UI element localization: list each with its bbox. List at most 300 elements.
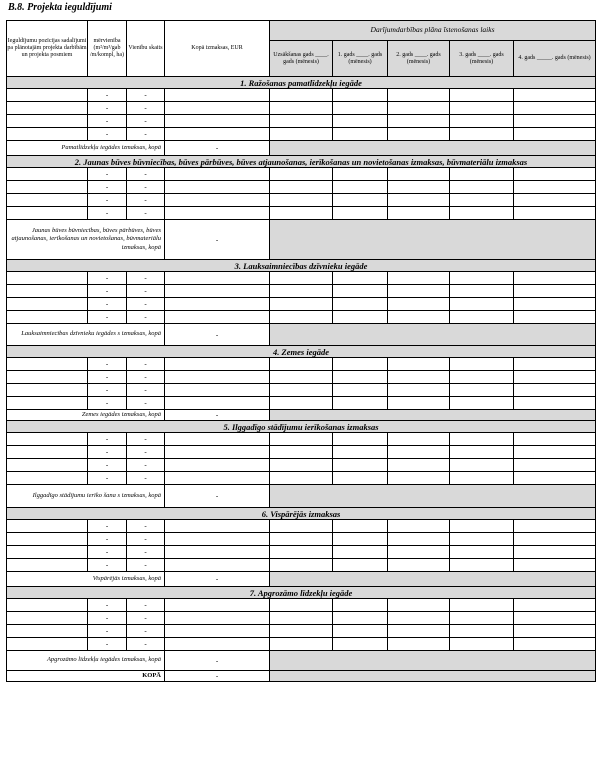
- table-cell[interactable]: [333, 459, 388, 472]
- table-cell[interactable]: [333, 181, 388, 194]
- table-row: [7, 599, 596, 612]
- table-cell[interactable]: [514, 358, 596, 371]
- table-cell[interactable]: [165, 638, 270, 651]
- table-cell[interactable]: [388, 102, 450, 115]
- table-cell[interactable]: [165, 533, 270, 546]
- table-cell[interactable]: [165, 207, 270, 220]
- table-cell: -: [88, 546, 127, 559]
- header-year-4: 4. gads _____. gads (mēnesis): [514, 41, 596, 77]
- table-cell[interactable]: [333, 599, 388, 612]
- table-cell[interactable]: [333, 612, 388, 625]
- table-cell[interactable]: [333, 371, 388, 384]
- section-total-label: Vispārējās izmaksas, kopā: [7, 572, 165, 587]
- table-cell[interactable]: [270, 459, 333, 472]
- table-cell[interactable]: [7, 599, 88, 612]
- table-cell[interactable]: [388, 397, 450, 410]
- section-total-value: -: [165, 651, 270, 671]
- table-cell[interactable]: [388, 472, 450, 485]
- table-cell[interactable]: [450, 612, 514, 625]
- table-cell[interactable]: [388, 371, 450, 384]
- table-cell[interactable]: [450, 459, 514, 472]
- table-cell[interactable]: [165, 128, 270, 141]
- table-cell[interactable]: [165, 599, 270, 612]
- table-cell: -: [88, 128, 127, 141]
- table-cell: -: [88, 358, 127, 371]
- table-cell[interactable]: [7, 128, 88, 141]
- section-total-label: Pamatlīdzekļu iegādes izmaksas, kopā: [7, 141, 165, 156]
- table-cell: -: [127, 546, 165, 559]
- table-cell[interactable]: [270, 546, 333, 559]
- table-cell[interactable]: [165, 298, 270, 311]
- table-cell[interactable]: [388, 194, 450, 207]
- table-cell[interactable]: [270, 520, 333, 533]
- table-cell[interactable]: [388, 433, 450, 446]
- table-row: [7, 533, 596, 546]
- table-cell[interactable]: [7, 311, 88, 324]
- table-cell: -: [88, 181, 127, 194]
- table-cell[interactable]: [388, 358, 450, 371]
- table-cell[interactable]: [514, 546, 596, 559]
- table-cell[interactable]: [514, 472, 596, 485]
- section-total-value: -: [165, 141, 270, 156]
- table-row: [7, 546, 596, 559]
- table-cell: -: [88, 397, 127, 410]
- header-total: Kopā izmaksas, EUR: [165, 21, 270, 77]
- table-cell[interactable]: [388, 207, 450, 220]
- table-cell[interactable]: [514, 194, 596, 207]
- table-cell: -: [127, 194, 165, 207]
- table-cell: -: [88, 559, 127, 572]
- table-cell[interactable]: [450, 446, 514, 459]
- table-cell[interactable]: [450, 546, 514, 559]
- table-cell[interactable]: [7, 371, 88, 384]
- table-cell[interactable]: [270, 625, 333, 638]
- table-cell[interactable]: [388, 298, 450, 311]
- section-total-row: [7, 324, 596, 346]
- table-row: [7, 459, 596, 472]
- table-cell[interactable]: [514, 298, 596, 311]
- table-cell[interactable]: [388, 459, 450, 472]
- table-cell: -: [88, 115, 127, 128]
- section-title: 6. Vispārējās izmaksas: [7, 508, 596, 520]
- table-cell[interactable]: [514, 311, 596, 324]
- table-cell[interactable]: [270, 612, 333, 625]
- table-cell: -: [127, 371, 165, 384]
- table-cell[interactable]: [514, 102, 596, 115]
- table-cell: -: [88, 446, 127, 459]
- section-total-value: -: [165, 572, 270, 587]
- table-row: [7, 559, 596, 572]
- table-cell: -: [127, 272, 165, 285]
- table-cell[interactable]: [450, 194, 514, 207]
- table-cell[interactable]: [450, 599, 514, 612]
- table-cell[interactable]: [7, 459, 88, 472]
- table-cell[interactable]: [7, 115, 88, 128]
- section-total-row: [7, 220, 596, 260]
- table-cell[interactable]: [165, 459, 270, 472]
- table-cell: -: [88, 533, 127, 546]
- table-cell[interactable]: [450, 102, 514, 115]
- shaded-cell: [270, 220, 596, 260]
- table-cell[interactable]: [165, 194, 270, 207]
- table-cell[interactable]: [450, 89, 514, 102]
- table-cell[interactable]: [270, 298, 333, 311]
- table-cell: -: [127, 446, 165, 459]
- table-cell[interactable]: [270, 115, 333, 128]
- table-cell: -: [88, 459, 127, 472]
- table-cell[interactable]: [388, 559, 450, 572]
- section-header: [7, 156, 596, 168]
- table-cell: -: [127, 433, 165, 446]
- table-cell[interactable]: [450, 285, 514, 298]
- table-cell[interactable]: [388, 533, 450, 546]
- table-cell[interactable]: [450, 115, 514, 128]
- table-cell[interactable]: [270, 371, 333, 384]
- section-title: 7. Apgrozāmo līdzekļu iegāde: [7, 587, 596, 599]
- section-total-row: [7, 485, 596, 508]
- table-cell[interactable]: [388, 115, 450, 128]
- table-cell[interactable]: [388, 272, 450, 285]
- table-cell: -: [127, 298, 165, 311]
- investment-table: [6, 20, 596, 682]
- table-cell[interactable]: [165, 358, 270, 371]
- table-cell[interactable]: [333, 272, 388, 285]
- table-cell[interactable]: [165, 311, 270, 324]
- section-total-label: Ilggadīgo stādījumu ierīko šana s izmaksas, kopā: [7, 485, 165, 508]
- table-cell: -: [127, 472, 165, 485]
- table-cell[interactable]: [270, 446, 333, 459]
- section-title: 1. Ražošanas pamatlīdzekļu iegāde: [7, 77, 596, 89]
- table-cell[interactable]: [165, 433, 270, 446]
- section-header: [7, 421, 596, 433]
- table-row: [7, 638, 596, 651]
- table-cell[interactable]: [450, 298, 514, 311]
- table-cell[interactable]: [270, 358, 333, 371]
- table-cell[interactable]: [165, 546, 270, 559]
- table-cell[interactable]: [514, 612, 596, 625]
- table-cell[interactable]: [7, 298, 88, 311]
- table-cell[interactable]: [270, 599, 333, 612]
- table-cell[interactable]: [450, 371, 514, 384]
- table-cell[interactable]: [165, 446, 270, 459]
- table-cell[interactable]: [333, 559, 388, 572]
- table-cell[interactable]: [7, 272, 88, 285]
- table-cell: -: [88, 520, 127, 533]
- table-cell[interactable]: [7, 559, 88, 572]
- table-row: [7, 612, 596, 625]
- table-cell[interactable]: [388, 89, 450, 102]
- table-cell: -: [88, 102, 127, 115]
- table-cell: -: [127, 397, 165, 410]
- header-unit: mērvienība (m²/m³/gab /m/kompl, ha): [88, 21, 127, 77]
- table-cell[interactable]: [165, 625, 270, 638]
- table-cell[interactable]: [333, 194, 388, 207]
- table-cell[interactable]: [165, 612, 270, 625]
- table-cell[interactable]: [514, 371, 596, 384]
- table-cell[interactable]: [270, 472, 333, 485]
- table-row: [7, 272, 596, 285]
- table-cell: -: [88, 433, 127, 446]
- table-cell[interactable]: [333, 520, 388, 533]
- table-cell[interactable]: [270, 384, 333, 397]
- table-row: [7, 397, 596, 410]
- header-qty: Vienību skaits: [127, 21, 165, 77]
- table-cell[interactable]: [165, 520, 270, 533]
- table-cell[interactable]: [514, 285, 596, 298]
- table-cell[interactable]: [514, 625, 596, 638]
- table-cell: -: [127, 89, 165, 102]
- table-cell[interactable]: [270, 128, 333, 141]
- section-total-value: -: [165, 324, 270, 346]
- table-cell[interactable]: [388, 285, 450, 298]
- table-cell[interactable]: [388, 546, 450, 559]
- table-cell[interactable]: [514, 599, 596, 612]
- table-cell[interactable]: [7, 358, 88, 371]
- table-cell[interactable]: [270, 433, 333, 446]
- table-row: [7, 384, 596, 397]
- table-cell[interactable]: [450, 533, 514, 546]
- table-cell[interactable]: [388, 384, 450, 397]
- table-cell[interactable]: [514, 446, 596, 459]
- table-row: [7, 115, 596, 128]
- section-total-row: [7, 410, 596, 421]
- section-total-label: Lauksaimniecības dzīvnieku iegādes s izmaksas, kopā: [7, 324, 165, 346]
- table-cell[interactable]: [333, 285, 388, 298]
- table-cell: -: [127, 358, 165, 371]
- table-cell[interactable]: [450, 472, 514, 485]
- table-cell: -: [127, 168, 165, 181]
- table-row: [7, 128, 596, 141]
- table-cell[interactable]: [165, 115, 270, 128]
- table-cell[interactable]: [388, 612, 450, 625]
- table-cell: -: [88, 194, 127, 207]
- header-year-1: 1. gads ____. gads (mēnesis): [333, 41, 388, 77]
- table-row: [7, 89, 596, 102]
- table-cell[interactable]: [450, 433, 514, 446]
- table-cell[interactable]: [7, 638, 88, 651]
- table-cell[interactable]: [7, 546, 88, 559]
- table-cell[interactable]: [333, 472, 388, 485]
- table-cell[interactable]: [7, 446, 88, 459]
- grand-total-row: [7, 671, 596, 682]
- table-cell[interactable]: [7, 194, 88, 207]
- table-cell: -: [88, 298, 127, 311]
- table-cell: -: [88, 89, 127, 102]
- table-cell[interactable]: [450, 311, 514, 324]
- table-cell[interactable]: [165, 89, 270, 102]
- table-cell[interactable]: [388, 625, 450, 638]
- table-cell[interactable]: [333, 638, 388, 651]
- table-cell[interactable]: [7, 89, 88, 102]
- table-row: [7, 181, 596, 194]
- table-cell[interactable]: [333, 207, 388, 220]
- section-title: 4. Zemes iegāde: [7, 346, 596, 358]
- table-cell[interactable]: [333, 358, 388, 371]
- table-cell[interactable]: [270, 168, 333, 181]
- table-cell[interactable]: [7, 612, 88, 625]
- table-cell[interactable]: [333, 384, 388, 397]
- table-cell[interactable]: [388, 446, 450, 459]
- table-cell[interactable]: [270, 181, 333, 194]
- table-cell: -: [88, 638, 127, 651]
- table-cell[interactable]: [514, 207, 596, 220]
- table-cell: -: [88, 612, 127, 625]
- table-cell[interactable]: [270, 194, 333, 207]
- table-cell[interactable]: [165, 472, 270, 485]
- table-cell[interactable]: [450, 384, 514, 397]
- table-cell[interactable]: [333, 128, 388, 141]
- table-cell: -: [127, 384, 165, 397]
- section-header: [7, 587, 596, 599]
- table-cell[interactable]: [514, 272, 596, 285]
- table-cell[interactable]: [514, 638, 596, 651]
- table-cell[interactable]: [7, 472, 88, 485]
- table-cell[interactable]: [7, 397, 88, 410]
- table-cell: -: [88, 207, 127, 220]
- table-cell[interactable]: [7, 181, 88, 194]
- table-cell[interactable]: [270, 397, 333, 410]
- table-cell[interactable]: [333, 102, 388, 115]
- table-cell[interactable]: [388, 168, 450, 181]
- table-cell: -: [127, 207, 165, 220]
- table-cell[interactable]: [333, 433, 388, 446]
- section-total-value: -: [165, 220, 270, 260]
- section-total-label: Apgrozāmo līdzekļu iegādes izmaksas, kopā: [7, 651, 165, 671]
- table-cell[interactable]: [450, 272, 514, 285]
- shaded-cell: [270, 324, 596, 346]
- table-cell[interactable]: [514, 384, 596, 397]
- table-cell[interactable]: [165, 559, 270, 572]
- table-cell[interactable]: [270, 311, 333, 324]
- table-cell[interactable]: [7, 207, 88, 220]
- table-cell[interactable]: [388, 181, 450, 194]
- table-row: [7, 298, 596, 311]
- table-cell: -: [88, 599, 127, 612]
- table-cell[interactable]: [514, 520, 596, 533]
- table-cell[interactable]: [165, 181, 270, 194]
- section-title: 3. Lauksaimniecības dzīvnieku iegāde: [7, 260, 596, 272]
- table-cell[interactable]: [333, 168, 388, 181]
- table-cell[interactable]: [333, 625, 388, 638]
- table-cell: -: [88, 384, 127, 397]
- page-title: B.8. Projekta ieguldījumi: [8, 2, 112, 13]
- table-cell[interactable]: [333, 89, 388, 102]
- table-cell[interactable]: [514, 459, 596, 472]
- table-cell[interactable]: [165, 371, 270, 384]
- table-cell[interactable]: [388, 599, 450, 612]
- table-cell[interactable]: [514, 115, 596, 128]
- grand-total-label: KOPĀ: [7, 671, 165, 682]
- table-cell[interactable]: [7, 285, 88, 298]
- table-cell[interactable]: [270, 272, 333, 285]
- table-cell[interactable]: [270, 207, 333, 220]
- table-cell[interactable]: [333, 298, 388, 311]
- table-cell[interactable]: [333, 115, 388, 128]
- table-cell: -: [127, 625, 165, 638]
- shaded-cell: [270, 141, 596, 156]
- table-cell[interactable]: [270, 559, 333, 572]
- table-row: [7, 433, 596, 446]
- table-cell[interactable]: [7, 533, 88, 546]
- table-cell[interactable]: [333, 533, 388, 546]
- table-cell[interactable]: [270, 533, 333, 546]
- shaded-cell: [270, 485, 596, 508]
- table-cell[interactable]: [514, 433, 596, 446]
- table-cell: -: [127, 459, 165, 472]
- table-cell[interactable]: [165, 102, 270, 115]
- table-cell[interactable]: [514, 89, 596, 102]
- table-cell[interactable]: [7, 520, 88, 533]
- section-total-value: -: [165, 410, 270, 421]
- table-cell: -: [127, 638, 165, 651]
- table-row: [7, 472, 596, 485]
- table-cell[interactable]: [450, 128, 514, 141]
- table-cell[interactable]: [514, 559, 596, 572]
- table-cell[interactable]: [165, 285, 270, 298]
- table-cell[interactable]: [450, 358, 514, 371]
- section-header: [7, 346, 596, 358]
- table-cell: -: [127, 285, 165, 298]
- table-cell: -: [88, 272, 127, 285]
- table-cell[interactable]: [450, 520, 514, 533]
- table-cell[interactable]: [270, 102, 333, 115]
- table-cell[interactable]: [388, 520, 450, 533]
- table-cell[interactable]: [514, 181, 596, 194]
- table-cell[interactable]: [7, 168, 88, 181]
- table-cell[interactable]: [270, 89, 333, 102]
- table-cell: -: [127, 533, 165, 546]
- table-cell[interactable]: [165, 384, 270, 397]
- table-cell[interactable]: [450, 397, 514, 410]
- table-cell[interactable]: [514, 128, 596, 141]
- table-cell: -: [127, 520, 165, 533]
- table-cell[interactable]: [165, 397, 270, 410]
- table-cell[interactable]: [7, 625, 88, 638]
- table-cell[interactable]: [165, 168, 270, 181]
- table-cell[interactable]: [333, 546, 388, 559]
- table-cell[interactable]: [333, 446, 388, 459]
- table-cell[interactable]: [514, 397, 596, 410]
- table-cell[interactable]: [270, 285, 333, 298]
- header-year-3: 3. gads ____. gads (mēnesis): [450, 41, 514, 77]
- table-cell[interactable]: [7, 433, 88, 446]
- table-cell[interactable]: [165, 272, 270, 285]
- table-cell: -: [127, 599, 165, 612]
- shaded-cell: [270, 410, 596, 421]
- table-cell[interactable]: [333, 311, 388, 324]
- table-cell[interactable]: [388, 638, 450, 651]
- table-cell[interactable]: [514, 168, 596, 181]
- table-cell[interactable]: [333, 397, 388, 410]
- table-cell[interactable]: [7, 384, 88, 397]
- table-cell[interactable]: [450, 625, 514, 638]
- table-cell: -: [127, 102, 165, 115]
- table-cell[interactable]: [450, 559, 514, 572]
- table-cell[interactable]: [514, 533, 596, 546]
- table-cell[interactable]: [450, 638, 514, 651]
- table-cell[interactable]: [270, 638, 333, 651]
- table-cell[interactable]: [7, 102, 88, 115]
- grand-total-value: -: [165, 671, 270, 682]
- table-cell[interactable]: [450, 168, 514, 181]
- table-cell: -: [88, 472, 127, 485]
- table-cell[interactable]: [388, 128, 450, 141]
- table-row: [7, 207, 596, 220]
- table-cell[interactable]: [450, 181, 514, 194]
- table-row: [7, 520, 596, 533]
- table-cell[interactable]: [450, 207, 514, 220]
- table-cell[interactable]: [388, 311, 450, 324]
